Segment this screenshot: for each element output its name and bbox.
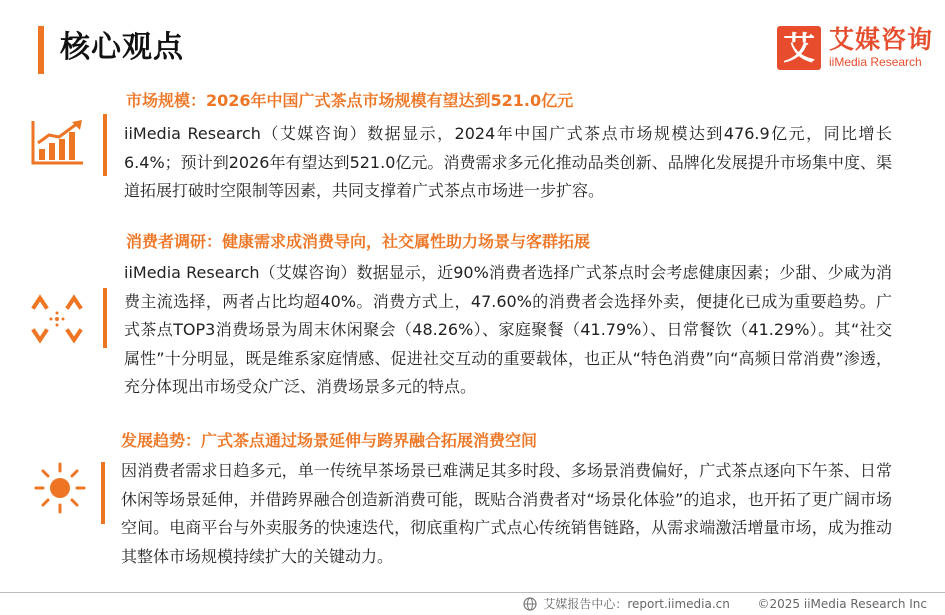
logo-mark: 艾 xyxy=(777,26,821,70)
expand-arrows-icon xyxy=(31,293,83,349)
footer-divider xyxy=(0,592,945,593)
footer xyxy=(523,594,928,613)
bar-chart-trend-icon xyxy=(30,117,86,171)
section-heading-development-trend: 发展趋势：广式茶点通过场景延伸与跨界融合拓展消费空间 xyxy=(121,431,538,450)
logo-name-en: iiMedia Research xyxy=(829,55,922,69)
section-body-consumer-research: iiMedia Research（艾媒咨询）数据显示，近90%消费者选择广式茶点时会考虑健康因素；少甜、少咸为消费主流选择，两者占比均超40%。消费方式上，47.60%的消费者会选择外卖，便捷化已成为重要趋势。广式茶点TOP3消费场景为周末休闲聚会（48.26%）、家庭聚餐（41.79%）、日常餐饮（41.29%）。其“社交属性”十分明显，既是维系家庭情感、促进社交互动的重要载体，也正从“特色消费”向“高频日常消费”渗透，充分体现出市场受众广泛、消费场景多元的特点。 xyxy=(124,263,892,396)
footer-copyright: ©2025 iiMedia Research Inc xyxy=(757,596,927,611)
globe-icon xyxy=(523,597,537,611)
page-title: 核心观点 xyxy=(60,30,184,65)
section-heading-market-size: 市场规模：2026年中国广式茶点市场规模有望达到521.0亿元 xyxy=(126,91,574,110)
sun-icon xyxy=(33,461,87,519)
section-body-development-trend: 因消费者需求日趋多元，单一传统早茶场景已难满足其多时段、多场景消费偏好，广式茶点逐向下午茶、日常休闲等场景延伸，并借跨界融合创造新消费可能，既贴合消费者对“场景化体验”的追求，也开拓了更广阔市场空间。电商平台与外卖服务的快速迭代，彻底重构广式点心传统销售链路，从需求端激活增量市场，成为推动其整体市场规模持续扩大的关键动力。 xyxy=(121,461,892,566)
logo-name-cn: 艾媒咨询 xyxy=(829,25,934,54)
section-divider-bar xyxy=(103,288,107,348)
section-body-market-size: iiMedia Research（艾媒咨询）数据显示，2024年中国广式茶点市场规模达到476.9亿元，同比增长6.4%；预计到2026年有望达到521.0亿元。消费需求多元化推动品类创新、品牌化发展提升市场集中度、渠道拓展打破时空限制等因素，共同支撑着广式茶点市场进一步扩容。 xyxy=(124,124,892,200)
section-heading-consumer-research: 消费者调研：健康需求成消费导向，社交属性助力场景与客群拓展 xyxy=(126,232,591,251)
section-divider-bar xyxy=(101,462,105,524)
brand-logo xyxy=(777,25,934,72)
footer-source-link[interactable]: 艾媒报告中心：report.iimedia.cn xyxy=(543,596,730,611)
section-divider-bar xyxy=(103,114,107,176)
title-accent-bar xyxy=(38,26,44,74)
